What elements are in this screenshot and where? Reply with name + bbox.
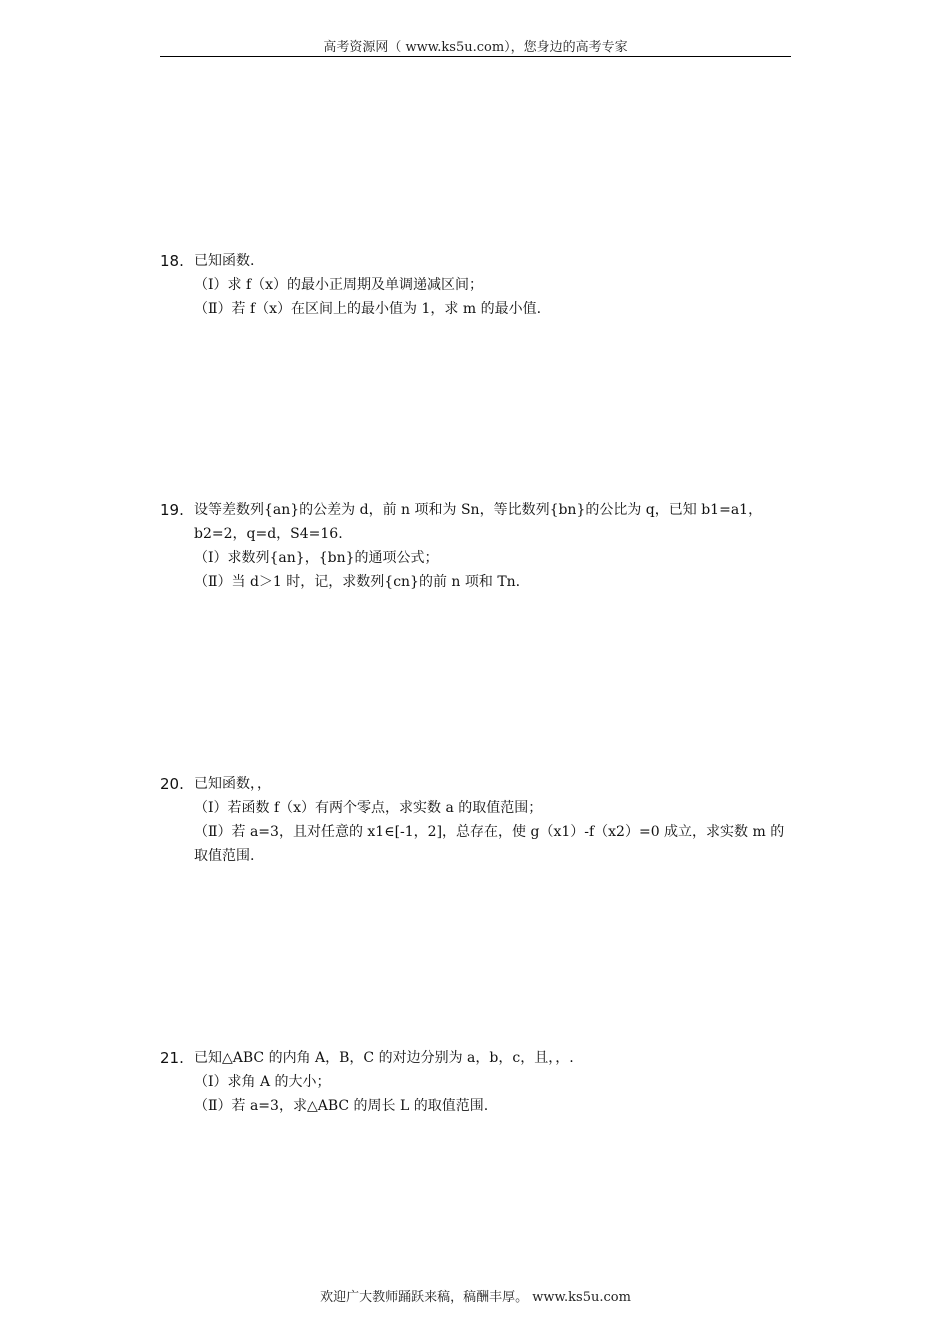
question-stem: 已知函数，，	[194, 776, 271, 792]
question-part-2: （Ⅱ）若 a=3，求△ABC 的周长 L 的取值范围.	[194, 1098, 489, 1114]
page-header: 高考资源网（ www.ks5u.com），您身边的高考专家	[323, 40, 628, 55]
question-part-1: （Ⅰ）求 f（x）的最小正周期及单调递减区间；	[194, 277, 484, 293]
question-part-1: （Ⅰ）求数列{an}，{bn}的通项公式；	[194, 550, 439, 566]
question-number: 19.	[160, 501, 184, 519]
question-19	[160, 498, 792, 594]
header-divider	[160, 56, 791, 57]
question-part-2: （Ⅱ）若 a=3，且对任意的 x1∈[-1，2]，总存在，使 g（x1）-f（x2）=0 成立，求实数 m 的取值范围.	[194, 824, 785, 864]
question-stem: 已知△ABC 的内角 A，B，C 的对边分别为 a，b，c，且，，.	[194, 1050, 574, 1066]
question-part-2: （Ⅱ）当 d＞1 时，记，求数列{cn}的前 n 项和 Tn.	[194, 574, 521, 590]
question-20	[160, 772, 792, 868]
question-stem-continued: b2=2，q=d，S4=16.	[194, 526, 343, 542]
question-part-1: （Ⅰ）求角 A 的大小；	[194, 1074, 331, 1090]
question-21	[160, 1046, 792, 1118]
question-number: 21.	[160, 1049, 184, 1067]
question-stem: 设等差数列{an}的公差为 d，前 n 项和为 Sn，等比数列{bn}的公比为 q，已知 b1=a1，	[194, 502, 763, 518]
question-number: 20.	[160, 775, 184, 793]
page-footer: 欢迎广大教师踊跃来稿，稿酬丰厚。 www.ks5u.com	[320, 1290, 631, 1305]
question-part-1: （Ⅰ）若函数 f（x）有两个零点，求实数 a 的取值范围；	[194, 800, 543, 816]
question-18	[160, 249, 792, 321]
question-part-2: （Ⅱ）若 f（x）在区间上的最小值为 1，求 m 的最小值.	[194, 301, 542, 317]
question-number: 18.	[160, 252, 184, 270]
question-stem: 已知函数.	[194, 253, 255, 269]
